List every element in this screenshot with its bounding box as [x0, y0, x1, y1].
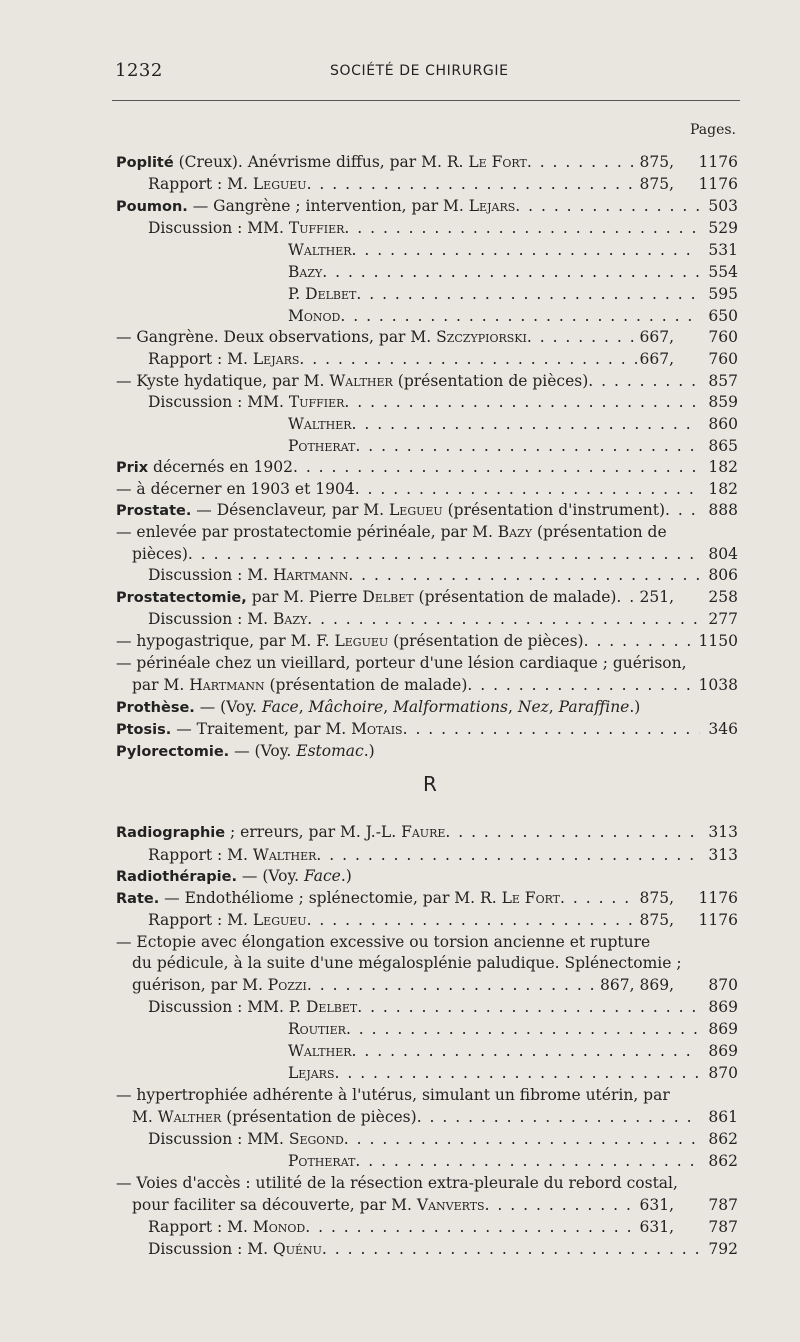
index-entry — [288, 1063, 738, 1084]
dot-leader — [515, 196, 700, 217]
dot-leader — [307, 174, 638, 195]
entry-text: Poplité (Creux). Anévrisme diffus, par M. R. Le Fort — [116, 153, 527, 171]
entry-text: Radiographie ; erreurs, par M. J.-L. Faure — [116, 823, 446, 841]
entry-text: — hypertrophiée adhérente à l'utérus, simulant un fibrome utérin, par — [116, 1086, 670, 1104]
dot-leader — [527, 152, 638, 173]
dot-leader — [335, 1063, 701, 1084]
entry-text: Prix décernés en 1902 — [116, 458, 293, 476]
index-entry — [288, 240, 738, 261]
dot-leader — [299, 349, 637, 370]
index-entry — [148, 609, 738, 630]
entry-page-ref: 875, — [639, 911, 674, 929]
entry-text: pour faciliter sa découverte, par M. Vanverts — [132, 1196, 485, 1214]
entry-page: 529 — [708, 219, 738, 237]
entry-page: 182 — [708, 458, 738, 476]
index-entry — [288, 1041, 738, 1062]
entry-text: Discussion : MM. Tuffier — [148, 393, 345, 411]
index-entry — [288, 414, 738, 435]
entry-page: 862 — [708, 1152, 738, 1170]
entry-page: 888 — [708, 501, 738, 519]
entry-text: Rapport : M. Lejars — [148, 350, 300, 368]
index-entry — [288, 262, 738, 283]
entry-text: Lejars — [288, 1064, 335, 1082]
index-entry — [116, 653, 738, 674]
entry-page: 792 — [708, 1240, 738, 1258]
entry-text: P. Delbet — [288, 285, 357, 303]
dot-leader — [322, 262, 700, 283]
index-entry — [132, 975, 738, 996]
entry-text: Radiothérapie. — (Voy. Face.) — [116, 867, 352, 885]
entry-page: 760 — [708, 350, 738, 368]
entry-text: du pédicule, à la suite d'une mégalosplénie paludique. Splénectomie ; — [132, 954, 682, 972]
entry-page-ref: 251, — [639, 588, 674, 606]
index-entry — [148, 349, 738, 370]
index-entry — [116, 866, 738, 887]
entry-page: 503 — [708, 197, 738, 215]
entry-page: 554 — [708, 263, 738, 281]
entry-text: — hypogastrique, par M. F. Legueu (présentation de pièces) — [116, 632, 584, 650]
index-entry — [288, 306, 738, 327]
entry-text: Discussion : MM. P. Delbet — [148, 998, 358, 1016]
dot-leader — [307, 910, 638, 931]
entry-page-ref: 631, — [639, 1218, 674, 1236]
index-entry — [116, 697, 738, 718]
dot-leader — [485, 1195, 638, 1216]
entry-text: Potherat — [288, 437, 356, 455]
entry-page-ref: 667, — [639, 328, 674, 346]
index-entry — [116, 196, 738, 217]
entry-page: 869 — [708, 1020, 738, 1038]
index-entry — [116, 888, 738, 909]
header-rule — [112, 100, 740, 101]
entry-page: 1176 — [698, 175, 738, 193]
entry-page: 258 — [708, 588, 738, 606]
dot-leader — [355, 479, 700, 500]
index-entry — [116, 631, 738, 652]
dot-leader — [305, 1217, 637, 1238]
entry-page: 806 — [708, 566, 738, 584]
index-entry — [116, 1173, 738, 1194]
entry-text: Walther — [288, 241, 352, 259]
section-letter: R — [423, 772, 437, 796]
dot-leader — [417, 1107, 700, 1128]
entry-text: Rate. — Endothéliome ; splénectomie, par M. R. Le Fort — [116, 889, 561, 907]
entry-page: 1176 — [698, 889, 738, 907]
index-entry — [288, 1151, 738, 1172]
dot-leader — [307, 609, 700, 630]
entry-text: Discussion : MM. Tuffier — [148, 219, 345, 237]
entry-text: Prostate. — Désenclaveur, par M. Legueu (présentation d'instrument) — [116, 501, 666, 519]
dot-leader — [357, 997, 700, 1018]
entry-page: 870 — [708, 1064, 738, 1082]
entry-text: Walther — [288, 415, 352, 433]
dot-leader — [616, 587, 637, 608]
index-entry — [288, 1019, 738, 1040]
entry-text: M. Walther (présentation de pièces) — [132, 1108, 417, 1126]
entry-text: — Ectopie avec élongation excessive ou torsion ancienne et rupture — [116, 933, 651, 951]
dot-leader — [348, 565, 700, 586]
dot-leader — [344, 218, 700, 239]
entry-page: 869 — [708, 998, 738, 1016]
entry-page: 313 — [708, 823, 738, 841]
index-entry — [116, 719, 738, 740]
index-entry — [116, 741, 738, 762]
dot-leader — [467, 675, 698, 696]
dot-leader — [355, 1151, 700, 1172]
entry-text: Discussion : M. Hartmann — [148, 566, 349, 584]
index-entry — [148, 1217, 738, 1238]
running-title: SOCIÉTÉ DE CHIRURGIE — [330, 63, 509, 79]
entry-page-ref: 667, — [639, 350, 674, 368]
entry-text: Discussion : M. Bazy — [148, 610, 308, 628]
entry-page-ref: 867, 869, — [600, 976, 674, 994]
entry-page: 650 — [708, 307, 738, 325]
dot-leader — [356, 284, 700, 305]
entry-text: Rapport : M. Monod — [148, 1218, 306, 1236]
entry-page: 760 — [708, 328, 738, 346]
entry-page-ref: 875, — [639, 153, 674, 171]
index-entry — [288, 436, 738, 457]
entry-page: 1038 — [698, 676, 738, 694]
entry-page: 1176 — [698, 153, 738, 171]
index-entry — [148, 997, 738, 1018]
entry-text: — Kyste hydatique, par M. Walther (présentation de pièces) — [116, 372, 589, 390]
entry-text: Pylorectomie. — (Voy. Estomac.) — [116, 742, 375, 760]
index-entry — [132, 1107, 738, 1128]
dot-leader — [316, 845, 700, 866]
dot-leader — [307, 975, 598, 996]
entry-page: 865 — [708, 437, 738, 455]
index-entry — [132, 544, 738, 565]
index-entry — [116, 327, 738, 348]
dot-leader — [352, 240, 700, 261]
index-entry — [116, 500, 738, 521]
index-entry — [148, 910, 738, 931]
entry-page: 857 — [708, 372, 738, 390]
entry-page-ref: 631, — [639, 1196, 674, 1214]
dot-leader — [344, 1129, 700, 1150]
index-entry — [148, 565, 738, 586]
entry-text: Discussion : MM. Segond — [148, 1130, 344, 1148]
entry-text: par M. Hartmann (présentation de malade) — [132, 676, 468, 694]
index-entry — [116, 479, 738, 500]
entry-text: Discussion : M. Quénu — [148, 1240, 322, 1258]
index-entry — [148, 392, 738, 413]
entry-page: 531 — [708, 241, 738, 259]
index-entry — [116, 522, 738, 543]
dot-leader — [445, 822, 700, 843]
dot-leader — [293, 457, 700, 478]
page-number: 1232 — [115, 60, 163, 81]
index-entry — [116, 371, 738, 392]
dot-leader — [588, 371, 700, 392]
dot-leader — [322, 1239, 700, 1260]
index-entry — [148, 1239, 738, 1260]
entry-text: Rapport : M. Legueu — [148, 911, 307, 929]
dot-leader — [346, 1019, 700, 1040]
entry-page-ref: 875, — [639, 175, 674, 193]
index-entry — [116, 587, 738, 608]
entry-text: — Gangrène. Deux observations, par M. Szczypiorski — [116, 328, 527, 346]
entry-page: 595 — [708, 285, 738, 303]
index-entry — [132, 1195, 738, 1216]
dot-leader — [352, 414, 700, 435]
entry-text: — enlevée par prostatectomie périnéale, par M. Bazy (présentation de — [116, 523, 667, 541]
entry-page: 346 — [708, 720, 738, 738]
entry-page: 870 — [708, 976, 738, 994]
entry-page: 869 — [708, 1042, 738, 1060]
dot-leader — [188, 544, 700, 565]
entry-page: 859 — [708, 393, 738, 411]
dot-leader — [344, 392, 700, 413]
entry-page: 182 — [708, 480, 738, 498]
dot-leader — [340, 306, 700, 327]
entry-text: Monod — [288, 307, 341, 325]
index-entry — [288, 284, 738, 305]
index-entry — [148, 218, 738, 239]
entry-page: 862 — [708, 1130, 738, 1148]
entry-page-ref: 875, — [639, 889, 674, 907]
entry-page: 804 — [708, 545, 738, 563]
entry-text: Potherat — [288, 1152, 356, 1170]
dot-leader — [403, 719, 700, 740]
entry-page: 1150 — [698, 632, 738, 650]
entry-page: 860 — [708, 415, 738, 433]
entry-text: Rapport : M. Legueu — [148, 175, 307, 193]
index-entry — [116, 1085, 738, 1106]
entry-page: 277 — [708, 610, 738, 628]
entry-text: Prostatectomie, par M. Pierre Delbet (présentation de malade) — [116, 588, 617, 606]
entry-text: guérison, par M. Pozzi — [132, 976, 307, 994]
index-entry — [116, 457, 738, 478]
entry-text: Bazy — [288, 263, 323, 281]
index-entry — [132, 953, 738, 974]
entry-page: 787 — [708, 1196, 738, 1214]
pages-column-label: Pages. — [689, 122, 736, 138]
index-entry — [148, 174, 738, 195]
index-entry — [148, 1129, 738, 1150]
dot-leader — [665, 500, 700, 521]
index-entry — [116, 152, 738, 173]
entry-page: 313 — [708, 846, 738, 864]
entry-text: Walther — [288, 1042, 352, 1060]
index-entry — [132, 675, 738, 696]
dot-leader — [584, 631, 699, 652]
index-entry — [148, 845, 738, 866]
entry-text: Prothèse. — (Voy. Face, Mâchoire, Malformations, Nez, Paraffine.) — [116, 698, 641, 716]
entry-text: — à décerner en 1903 et 1904 — [116, 480, 355, 498]
entry-text: Rapport : M. Walther — [148, 846, 317, 864]
dot-leader — [355, 436, 700, 457]
entry-text: Ptosis. — Traitement, par M. Motais — [116, 720, 403, 738]
dot-leader — [560, 888, 637, 909]
entry-page: 861 — [708, 1108, 738, 1126]
entry-text: Routier — [288, 1020, 346, 1038]
index-entry — [116, 932, 738, 953]
entry-text: — Voies d'accès : utilité de la résection extra-pleurale du rebord costal, — [116, 1174, 678, 1192]
entry-text: — périnéale chez un vieillard, porteur d'une lésion cardiaque ; guérison, — [116, 654, 687, 672]
entry-page: 787 — [708, 1218, 738, 1236]
entry-page: 1176 — [698, 911, 738, 929]
entry-text: Poumon. — Gangrène ; intervention, par M. Lejars — [116, 197, 516, 215]
dot-leader — [527, 327, 638, 348]
dot-leader — [352, 1041, 700, 1062]
entry-text: pièces) — [132, 545, 188, 563]
index-entry — [116, 822, 738, 843]
